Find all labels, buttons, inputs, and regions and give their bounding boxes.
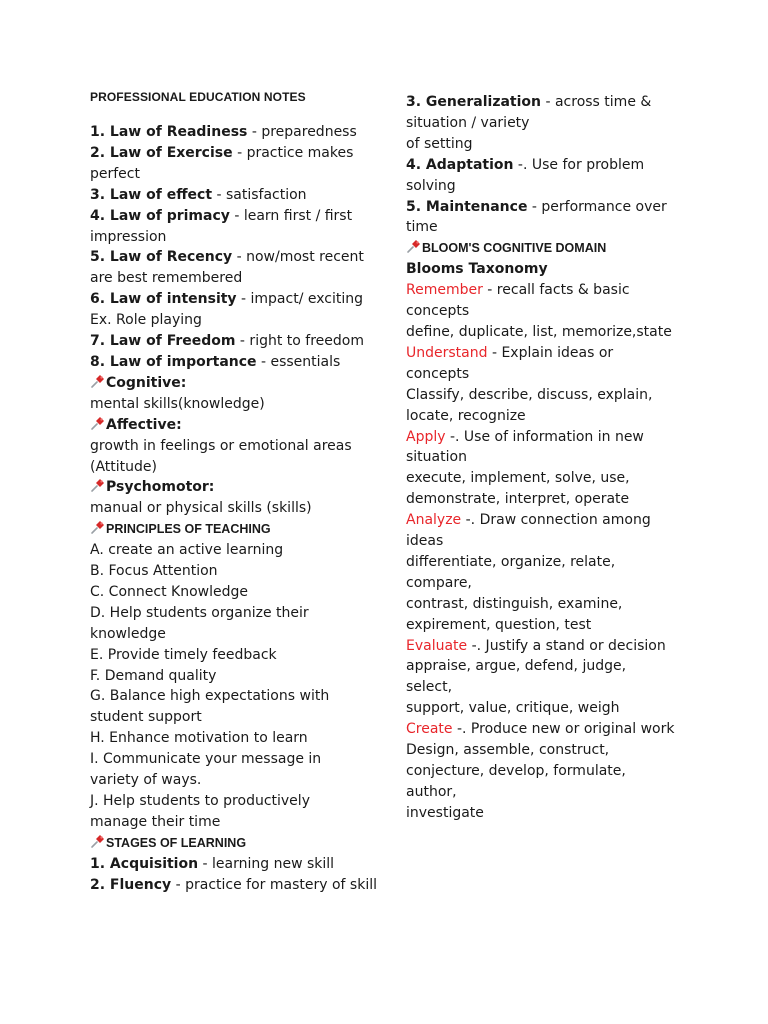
law-label: 1. Law of Readiness [90, 124, 248, 140]
pushpin-icon [90, 833, 106, 849]
level-detail: expirement, question, test [406, 616, 592, 633]
right-column [406, 92, 706, 824]
level-def: -. Use of information in new [445, 428, 644, 445]
law-line [90, 227, 380, 248]
level-detail: conjecture, develop, formulate, [406, 763, 626, 779]
law-desc: - preparedness [247, 124, 357, 140]
stage-label: 4. Adaptation [406, 156, 514, 173]
principle-item: student support [90, 709, 202, 726]
law-line [90, 206, 380, 227]
level-remember [406, 280, 706, 343]
level-line [406, 427, 706, 448]
pushpin-icon [90, 373, 106, 389]
principle-item: A. create an active learning [90, 542, 284, 559]
law-desc: - essentials [256, 353, 341, 370]
stage-desc: - practice for mastery of skill [171, 876, 377, 893]
level-detail: differentiate, organize, relate, [406, 553, 616, 570]
law-label: 7. Law of Freedom [90, 333, 236, 350]
law-label: 8. Law of importance [90, 353, 257, 370]
level-apply [406, 427, 706, 511]
stage-label: 3. Generalization [406, 94, 542, 110]
principle-item: B. Focus Attention [90, 563, 218, 580]
principle-item: J. Help students to productively [90, 793, 310, 809]
law-desc: Ex. Role playing [90, 312, 202, 329]
pushpin-icon [90, 519, 106, 535]
law-line [90, 164, 380, 185]
level-def: - Explain ideas or [487, 344, 614, 361]
principle-item: H. Enhance motivation to learn [90, 730, 308, 747]
document-title: PROFESSIONAL EDUCATION NOTES [90, 90, 306, 104]
law-label: 2. Law of Exercise [90, 144, 233, 161]
stage-line [406, 92, 706, 113]
level-detail: concepts [406, 303, 470, 320]
level-detail: locate, recognize [406, 407, 526, 424]
law-desc: are best remembered [90, 270, 243, 287]
stage-desc: of setting [406, 135, 473, 152]
domain-heading-affective: Affective: [90, 415, 380, 436]
principle-item: E. Provide timely feedback [90, 646, 277, 663]
level-evaluate [406, 636, 706, 720]
stages-continued [406, 92, 706, 238]
level-line [406, 719, 706, 740]
law-desc: - satisfaction [212, 186, 307, 203]
stage-line [406, 155, 706, 176]
level-line [406, 636, 706, 657]
level-detail: concepts [406, 365, 470, 382]
blooms-heading: BLOOM'S COGNITIVE DOMAIN [406, 238, 706, 259]
law-label: 6. Law of intensity [90, 291, 237, 308]
law-line [90, 289, 380, 310]
level-line [406, 280, 706, 301]
level-detail: Design, assemble, construct, [406, 742, 610, 759]
law-desc: - right to freedom [235, 333, 364, 350]
law-line [90, 268, 380, 289]
level-detail: investigate [406, 804, 484, 821]
principle-item: manage their time [90, 813, 221, 830]
taxonomy-title: Blooms Taxonomy [406, 261, 548, 278]
level-analyze [406, 510, 706, 635]
level-def: -. Draw connection among [461, 512, 651, 529]
level-detail: select, [406, 679, 453, 696]
stage-label: 5. Maintenance [406, 198, 528, 215]
principles-section [90, 519, 380, 833]
law-line [90, 247, 380, 268]
stage-desc: - across time & [541, 94, 652, 110]
level-def: -. Justify a stand or decision [467, 637, 666, 654]
stage-desc: - learning new skill [198, 855, 335, 872]
level-detail: ideas [406, 533, 444, 550]
left-column [90, 90, 380, 896]
stage-line [90, 875, 380, 896]
stage-line [406, 134, 706, 155]
level-detail: situation [406, 449, 467, 466]
stage-label: 1. Acquisition [90, 855, 199, 872]
law-line [90, 143, 380, 164]
stages-section [90, 833, 380, 896]
stage-desc: situation / variety [406, 114, 530, 131]
level-detail: Classify, describe, discuss, explain, [406, 386, 653, 403]
domain-description: growth in feelings or emotional areas [90, 437, 352, 454]
pushpin-icon [406, 238, 422, 254]
level-def: -. Produce new or original work [452, 721, 675, 738]
level-detail: author, [406, 783, 457, 800]
level-detail: support, value, critique, weigh [406, 700, 620, 717]
domain-heading-cognitive: Cognitive: [90, 373, 380, 394]
level-term: Apply [406, 428, 446, 445]
pushpin-icon [90, 415, 106, 431]
pushpin-icon [90, 477, 106, 493]
principle-item: G. Balance high expectations with [90, 688, 330, 705]
level-detail: contrast, distinguish, examine, [406, 595, 623, 612]
level-detail: execute, implement, solve, use, [406, 470, 630, 487]
blooms-section [406, 238, 706, 823]
law-line [90, 185, 380, 206]
level-detail: appraise, argue, defend, judge, [406, 658, 627, 675]
stage-line [406, 217, 706, 238]
stages-heading: STAGES OF LEARNING [90, 833, 380, 854]
level-understand [406, 343, 706, 427]
stage-desc: -. Use for problem [513, 156, 645, 173]
level-term: Analyze [406, 512, 462, 529]
law-desc: - now/most recent [232, 249, 364, 266]
law-desc: - impact/ exciting [236, 291, 363, 308]
law-label: 4. Law of primacy [90, 207, 230, 224]
stage-desc: - performance over [527, 198, 667, 215]
domains-section [90, 373, 380, 519]
level-term: Create [406, 721, 453, 738]
principle-item: C. Connect Knowledge [90, 583, 248, 600]
law-line [90, 310, 380, 331]
law-line [90, 331, 380, 352]
level-def: - recall facts & basic [482, 282, 630, 299]
law-label: 5. Law of Recency [90, 249, 233, 266]
law-desc: perfect [90, 165, 140, 182]
level-term: Understand [406, 344, 488, 361]
stage-line [406, 113, 706, 134]
stage-line [90, 854, 380, 875]
domain-description: manual or physical skills (skills) [90, 500, 312, 517]
laws-of-learning-list [90, 122, 380, 373]
principle-item: variety of ways. [90, 772, 202, 789]
law-desc: - practice makes [232, 144, 354, 161]
domain-heading-psychomotor: Psychomotor: [90, 477, 380, 498]
level-detail: demonstrate, interpret, operate [406, 491, 630, 508]
stage-desc: solving [406, 177, 456, 194]
principles-heading: PRINCIPLES OF TEACHING [90, 519, 380, 540]
stage-desc: time [406, 219, 438, 236]
principle-item: D. Help students organize their [90, 604, 309, 621]
level-detail: compare, [406, 574, 472, 591]
law-line [90, 122, 380, 143]
law-line [90, 352, 380, 373]
stage-line [406, 176, 706, 197]
level-line [406, 510, 706, 531]
level-detail: define, duplicate, list, memorize,state [406, 323, 672, 340]
law-desc: impression [90, 228, 167, 245]
principle-item: I. Communicate your message in [90, 751, 322, 768]
domain-description: (Attitude) [90, 458, 157, 475]
level-term: Evaluate [406, 637, 468, 654]
stage-label: 2. Fluency [90, 876, 172, 893]
law-label: 3. Law of effect [90, 186, 213, 203]
level-create [406, 719, 706, 824]
principle-item: F. Demand quality [90, 667, 217, 684]
law-desc: - learn first / first [229, 207, 353, 224]
stage-line [406, 197, 706, 218]
principle-item: knowledge [90, 625, 166, 642]
domain-description: mental skills(knowledge) [90, 395, 265, 412]
level-term: Remember [406, 282, 483, 299]
level-line [406, 343, 706, 364]
